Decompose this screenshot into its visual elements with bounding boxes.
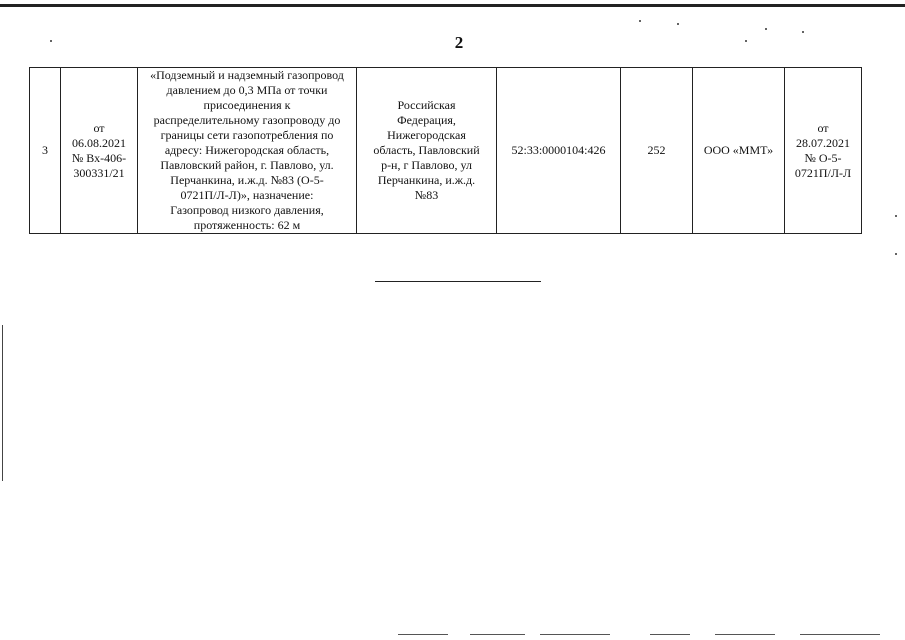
area-value: 252 xyxy=(647,143,666,157)
object-line: распределительному газопроводу до xyxy=(153,113,341,127)
request-line: 300331/21 xyxy=(73,165,125,180)
scan-edge-dash xyxy=(650,634,690,635)
area-cell xyxy=(621,68,693,234)
scan-edge-dash xyxy=(470,634,525,635)
location-line: Нижегородская xyxy=(387,128,466,142)
scan-edge-mark xyxy=(2,325,3,481)
scan-speck xyxy=(765,28,767,30)
request-line: 06.08.2021 xyxy=(72,135,126,150)
scan-edge-dash xyxy=(715,634,775,635)
top-rule xyxy=(0,4,905,7)
object-description-cell xyxy=(138,68,357,234)
owner-cell xyxy=(693,68,785,234)
agreement-line: 28.07.2021 xyxy=(796,135,850,150)
scan-speck xyxy=(802,31,804,33)
object-line: Перчанкина, и.ж.д. №83 (О-5- xyxy=(170,173,324,187)
object-line: Газопровод низкого давления, xyxy=(170,203,324,217)
agreement-line: от xyxy=(817,120,829,135)
separator-rule xyxy=(375,281,541,282)
scan-speck xyxy=(50,40,52,42)
row-index: 3 xyxy=(42,143,48,157)
agreement-cell xyxy=(785,68,862,234)
row-index-cell xyxy=(30,68,61,234)
object-line: 0721П/Л-Л)», назначение: xyxy=(180,188,314,202)
page-number: 2 xyxy=(454,33,464,52)
cadastral-number-cell xyxy=(497,68,621,234)
agreement-line: № О-5- xyxy=(804,150,842,165)
request-line: № Вх-406- xyxy=(71,150,127,165)
location-cell xyxy=(357,68,497,234)
table-row xyxy=(30,68,862,234)
scan-speck xyxy=(745,40,747,42)
object-line: присоединения к xyxy=(203,98,291,112)
request-cell xyxy=(61,68,138,234)
scan-edge-dash xyxy=(540,634,610,635)
object-line: адресу: Нижегородская область, xyxy=(164,143,330,157)
scan-speck xyxy=(895,253,897,255)
location-line: Перчанкина, и.ж.д. xyxy=(377,173,476,187)
scan-speck xyxy=(639,20,641,22)
object-line: «Подземный и надземный газопровод xyxy=(150,68,344,82)
object-line: давлением до 0,3 МПа от точки xyxy=(166,83,328,97)
object-line: протяженность: 62 м xyxy=(193,218,301,232)
scan-speck xyxy=(677,23,679,25)
object-line: границы сети газопотребления по xyxy=(160,128,334,142)
agreement-line: 0721П/Л-Л xyxy=(794,165,852,180)
location-line: область, Павловский xyxy=(373,143,480,157)
location-line: Российская xyxy=(397,98,456,112)
request-line: от xyxy=(93,120,105,135)
scan-edge-dash xyxy=(398,634,448,635)
cadastral-number: 52:33:0000104:426 xyxy=(511,143,606,157)
object-line: Павловский район, г. Павлово, ул. xyxy=(160,158,334,172)
registry-table xyxy=(29,67,862,234)
location-line: №83 xyxy=(414,188,439,202)
scan-edge-dash xyxy=(800,634,880,635)
location-line: Федерация, xyxy=(397,113,456,127)
scan-speck xyxy=(895,215,897,217)
owner-name: ООО «ММТ» xyxy=(703,143,774,157)
location-line: р-н, г Павлово, ул xyxy=(381,158,472,172)
